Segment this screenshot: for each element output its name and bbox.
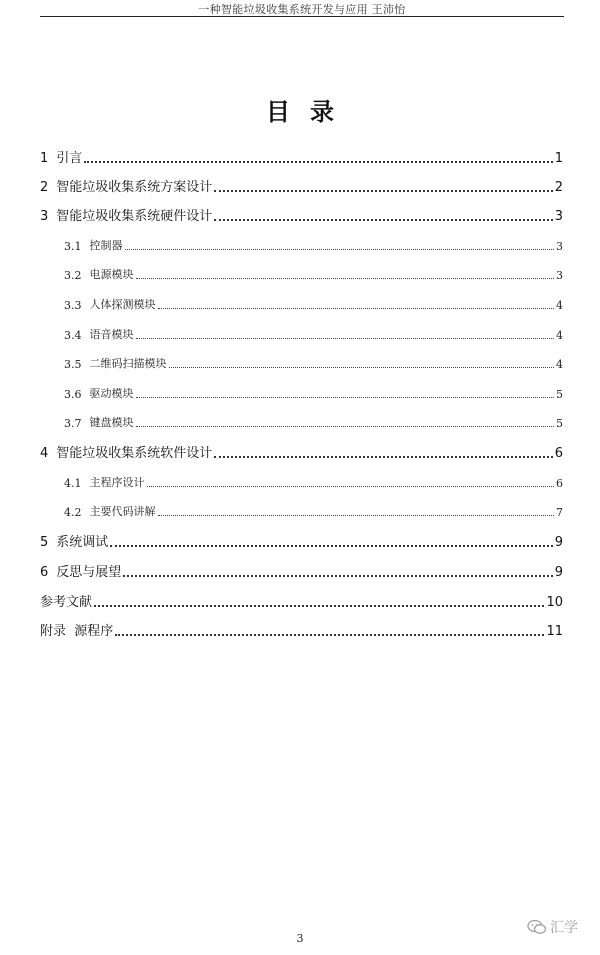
toc-entry-5[interactable] [40,532,563,550]
toc-entry-text: 二维码扫描模块 [89,357,167,370]
toc-entry-text: 语音模块 [89,328,134,341]
toc-entry-page: 2 [554,180,563,195]
toc-entry-number: 4 [40,446,49,461]
toc-entry-3-7[interactable] [64,414,563,430]
dot-leader [214,442,552,458]
toc-entry-1[interactable] [40,148,563,166]
toc-entry-number: 3.3 [64,299,82,312]
toc-entry-text: 反思与展望 [56,565,122,580]
header-rule [40,16,564,17]
toc-entry-page: 3 [554,209,563,224]
page-number: 3 [296,932,304,945]
dot-leader [115,620,544,636]
toc-entry-text: 主程序设计 [89,476,145,489]
toc-entry-4-1[interactable] [64,474,563,490]
toc-entry-page: 6 [554,446,563,461]
toc-entry-number: 3.4 [64,329,82,342]
dot-leader [158,503,555,516]
toc-entry-number: 1 [40,151,49,166]
toc-entry-3-6[interactable] [64,385,563,401]
toc-entry-page: 4 [556,299,563,312]
dot-leader [214,205,552,221]
toc-entry-number: 4.2 [64,506,82,519]
toc-entry-number: 5 [40,535,49,550]
toc-entry-3-3[interactable] [64,296,563,312]
toc-entry-number: 3 [40,209,49,224]
dot-leader [147,474,555,487]
toc-entry-page: 9 [554,535,563,550]
toc-entry-page: 1 [554,151,563,166]
toc-entry-page: 4 [556,358,563,371]
toc-entry-number: 2 [40,180,49,195]
toc-entry-text: 引言 [56,151,83,166]
toc-entry-2[interactable] [40,177,563,195]
dot-leader [84,147,552,163]
toc-title: 目录 [266,98,354,126]
toc-entry-text: 智能垃圾收集系统硬件设计 [56,209,213,224]
toc-entry-text: 控制器 [89,239,123,252]
toc-entry-page: 3 [556,240,563,253]
toc-entry-page: 9 [554,565,563,580]
dot-leader [125,237,555,250]
toc-entry-page: 10 [546,595,563,610]
watermark-text: 汇学 [550,920,578,936]
toc-entry-page: 5 [556,388,563,401]
dot-leader [123,561,552,577]
toc-entry-3-2[interactable] [64,266,563,282]
dot-leader [169,355,555,368]
header-title: 一种智能垃圾收集系统开发与应用 王沛怡 [198,3,406,16]
toc-entry-4-2[interactable] [64,503,563,519]
toc-entry-3[interactable] [40,206,563,224]
toc-entry-page: 5 [556,417,563,430]
dot-leader [136,266,555,279]
toc-entry-text: 键盘模块 [89,416,134,429]
toc-entry-6[interactable] [40,562,563,580]
toc-entry-text: 驱动模块 [89,387,134,400]
wechat-icon [527,919,547,935]
toc-entry-references[interactable] [40,592,563,610]
toc-entry-text: 参考文献 [40,595,93,610]
toc-entry-page: 6 [556,477,563,490]
toc-entry-3-4[interactable] [64,326,563,342]
dot-leader [110,531,552,547]
toc-entry-appendix[interactable] [40,621,563,639]
toc-entry-number: 3.6 [64,388,82,401]
toc-entry-number: 3.7 [64,417,82,430]
toc-entry-number: 3.5 [64,358,82,371]
dot-leader [158,296,555,309]
toc-entry-text: 电源模块 [89,268,134,281]
toc-entry-4[interactable] [40,443,563,461]
toc-entry-3-5[interactable] [64,355,563,371]
toc-entry-text: 主要代码讲解 [89,505,156,518]
dot-leader [136,385,555,398]
dot-leader [94,591,544,607]
running-header [40,0,564,17]
toc-entry-page: 11 [546,624,563,639]
toc-entry-number: 4.1 [64,477,82,490]
toc-entry-number: 6 [40,565,49,580]
toc-entry-page: 3 [556,269,563,282]
toc-entry-3-1[interactable] [64,237,563,253]
toc-entry-text: 附录 源程序 [40,624,114,639]
toc-entry-number: 3.2 [64,269,82,282]
dot-leader [214,176,552,192]
toc-entry-text: 智能垃圾收集系统软件设计 [56,446,213,461]
watermark [527,917,578,937]
toc-entry-text: 人体探测模块 [89,298,156,311]
dot-leader [136,326,555,339]
toc-entry-text: 智能垃圾收集系统方案设计 [56,180,213,195]
toc-entry-text: 系统调试 [56,535,109,550]
dot-leader [136,414,555,427]
toc-entry-page: 7 [556,506,563,519]
toc-entry-number: 3.1 [64,240,82,253]
toc-entry-page: 4 [556,329,563,342]
